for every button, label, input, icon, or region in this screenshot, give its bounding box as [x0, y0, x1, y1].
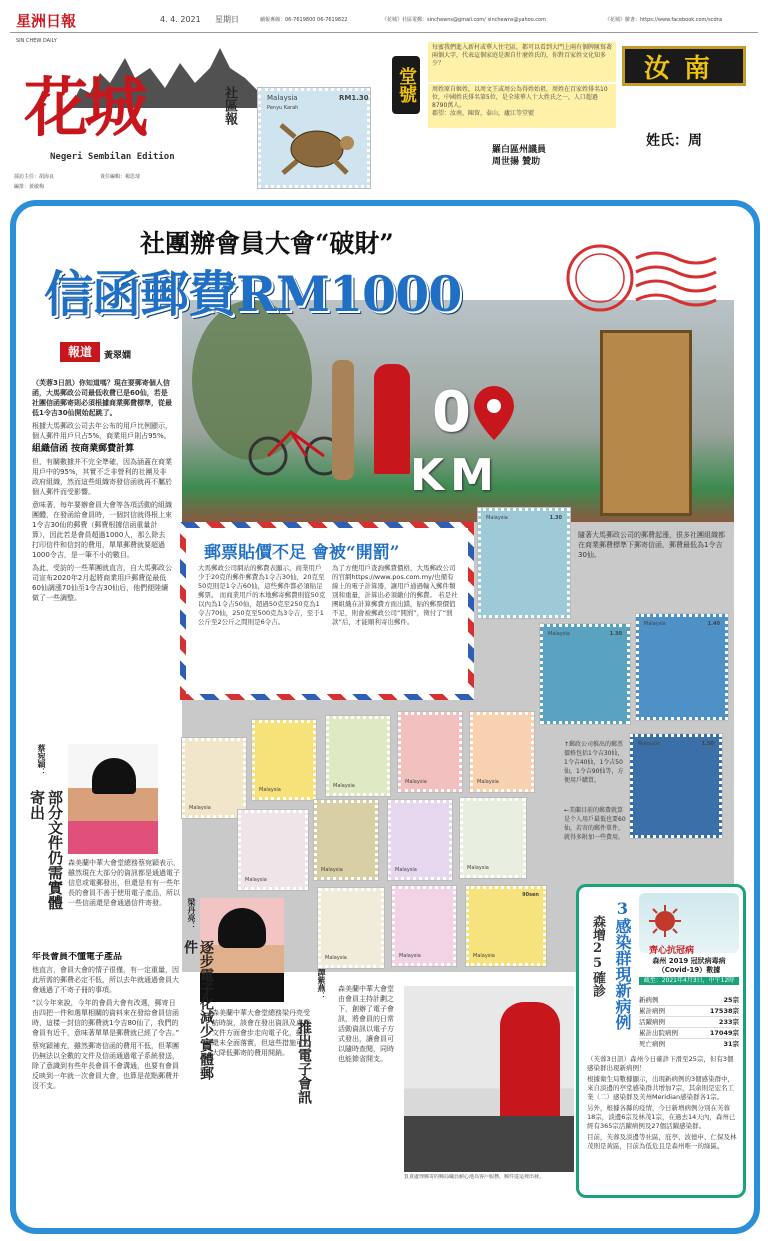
- covid-p4: 目前，芙蓉及淡邊等社區，庇亭、波德申、仁保及林茂則是黃區，目前為低危且是森州唯一的綠區。: [587, 1133, 737, 1150]
- zero-sign: 0: [432, 380, 471, 445]
- article-p3: 意味著，每年要辦會員大會等各項活動的組織團體，在發函給會員時，一個封信就得根上來1令吉30仙的郵費（郵費根據信函重量計算），因此若是會員超過1000人，那么除去打印信件和信封的費用，單單郵費就要超過1000令吉，是一筆不小的數目。: [32, 501, 172, 559]
- edition-label: Negeri Sembilan Edition: [50, 152, 175, 162]
- stamp-flower-8: [388, 800, 452, 880]
- covid-p2: 根據衛生局數據顯示，出現新病例的3個感染群中，來自淡邊的亭堂感染群共增加7宗，其余則是宏名工業（二）感染群及芙州Meridian感染群各1宗。: [587, 1075, 735, 1101]
- masthead: [10, 34, 260, 206]
- stamp-flower-11-country: Malaysia: [399, 953, 421, 959]
- covid-row-label: 活躍病例: [639, 1018, 665, 1026]
- stamp-dugong-country: Malaysia: [486, 515, 508, 521]
- covid-row: [639, 1006, 739, 1017]
- stamp-flower-9: [460, 798, 526, 878]
- person2-text: 森美蘭中華大會堂總務梁丹亮受訪時說，該會在發出資訊及處理文件方面會步走向電子化，雖然還未全面落實，但這些措施可大大降低郵寄的費用開銷。: [212, 1009, 310, 1057]
- report-tag: 報道: [60, 342, 100, 362]
- infobox-c2: 而商業用戶的本地郵寄郵費則從50克以內為1令吉50仙，超過50克至250克為1令吉70仙，250克至500克為3令吉，至于1公斤至2公斤之間則是6令吉。: [198, 591, 326, 626]
- stamp-flower-4-country: Malaysia: [405, 779, 427, 785]
- stamp-dugong: [478, 508, 570, 618]
- stamp-dolphin-value: 1.40: [707, 621, 720, 627]
- stamp-flower-9-country: Malaysia: [467, 865, 489, 871]
- postman-statue: [332, 360, 354, 480]
- article-p7: 蔡宛穎補充，雖然郵寄信函的費用不低，但華團仍無法以全數的文件及信函通過電子系統發送，除了意識到有些年長會員不會溝通，也要有會員反映到一年就一次會員大會，也算是花點郵費并沒不支。: [32, 1042, 179, 1090]
- postbox: [374, 364, 410, 474]
- surname-intro-box: [428, 42, 616, 82]
- surname-plaque: 汝南: [622, 46, 746, 86]
- covid-row-value: 31宗: [723, 1040, 739, 1048]
- stamp-flower-5: [470, 712, 534, 792]
- covid-logo-text: 齊心抗冠病: [649, 946, 695, 956]
- person1-photo: [68, 744, 158, 854]
- masthead-sub: 社區報: [222, 86, 237, 125]
- covid-row: [639, 995, 739, 1006]
- stamp-list-caption: ↑郵政公司推出的郵票價格包括1令吉30仙，1令吉40仙，1令吉50仙，1令吉90仙等，方便用戶購買。: [564, 741, 624, 784]
- covid-side-headline: 森增25確診: [590, 915, 605, 997]
- article-column-2: [32, 952, 182, 1202]
- stamp-display-board: [600, 330, 692, 516]
- article-p6: “以今年來說，今年的會員大會有改選，郵寄日由四把一件和選單相關的資料來在發給會員信函時，這樣一封信的郵費就1令吉80仙了，我們的會員有近千，意味著單單是郵費就已經了令吉。”: [32, 999, 180, 1037]
- infobox-c3: 為了方便用戶查詢郵費價格，大馬郵政公司的官網https://www.pos.com.my/也備有線上的電子計算器，讓用戶通過輸入郵件類別和重量，計算出必須繳付的郵費。: [332, 564, 456, 599]
- stamp-flower-4: [398, 712, 462, 792]
- reporter-name: 黃翠嫻: [104, 351, 132, 361]
- credit-3: 編排：黃敏梅: [14, 184, 45, 190]
- stamp-coral: [540, 624, 630, 724]
- stamp-flower-6: [238, 810, 308, 890]
- covid-row-value: 17538宗: [709, 1007, 739, 1015]
- stamp-whaleshark-country: Malaysia: [638, 741, 660, 747]
- hotline: 續報專線：06-7619800 06-7619822: [260, 17, 348, 23]
- covid-row: [639, 1017, 739, 1028]
- turtle-stamp-value: RM1.30: [339, 94, 369, 102]
- facebook-label: 《花城》臉書：https://www.facebook.com/scdns: [605, 17, 723, 23]
- stamp-flower-2-country: Malaysia: [259, 787, 281, 793]
- infobox-col-2: [332, 564, 460, 694]
- km-sign: KM: [410, 450, 500, 501]
- subhead-2: 年長會員不懂電子產品: [32, 952, 123, 962]
- stamp-flower-10: [318, 888, 384, 968]
- covid-row-value: 17049宗: [709, 1029, 739, 1037]
- stamp-flower-2: [252, 720, 316, 800]
- postage-infobox: [180, 522, 474, 700]
- surname-intro: 每蜜我們進入新村或華人住宅區，都可以看到大門上兩有個牌匾寫著兩個大字，代表這個家庭是源自什麼姓氏的，你對百家姓文化知多少？: [432, 44, 613, 67]
- covid-p1: （芙蓉3日訊）森州今日確診下滑至25宗，但有3個感染群出現新病例！: [587, 1055, 734, 1072]
- virus-icon: [647, 903, 683, 939]
- post-office-caption: 負責處理郵寄的郵局職員耐心地為客戶服務，郵件從這裡出發。: [404, 1174, 545, 1180]
- masthead-title: 花城: [24, 71, 144, 146]
- stamp-flower-7-country: Malaysia: [321, 867, 343, 873]
- article-p5: 他直言，會員大會的情子很僅，有一定重量，因此所需的郵費必定不低，所以去年就通過會員大會通過了不寄子冊的事項。: [32, 966, 179, 994]
- covid-row-label: 累計出院病例: [639, 1029, 678, 1037]
- postmark-graphic: [560, 238, 720, 318]
- person3-quote: 推出電子會訊: [296, 1020, 312, 1104]
- turtle-stamp-country: Malaysia: [267, 94, 298, 102]
- post-office-photo: [404, 986, 574, 1172]
- article-p2: 但，有關數據并不完全準確，因為涵蓋在商業用戶中的95%，其實不乏非營利的社團及非政府組織，然而這些組織寄發信函就再不屬於個人郵件而受影響。: [32, 458, 172, 496]
- stamp-flower-11: [392, 886, 456, 966]
- stamp-whaleshark: [630, 734, 722, 838]
- stamp-flower-8-country: Malaysia: [395, 867, 417, 873]
- stamp-coral-value: 1.30: [609, 631, 622, 637]
- article-lead: （芙蓉3日訊）你知道嗎？現在要郵寄個人信函，大馬郵政公司最低收費已是60仙，若是社團信函郵寄則必須根據商業郵費標準，從最低1令吉30仙開始起跳了。: [32, 379, 172, 417]
- stamp-dugong-value: 1.30: [549, 515, 562, 521]
- turtle-stamp-caption: Penyu Karah: [267, 105, 299, 111]
- stamp-dolphin: [636, 614, 728, 720]
- stamp-flower-12-country: Malaysia: [473, 953, 495, 959]
- infobox-title: 郵票貼價不足 會被“開罰”: [204, 543, 400, 563]
- brand-english: SIN CHEW DAILY: [16, 38, 57, 44]
- covid-row: [639, 1028, 739, 1039]
- turtle-stamp: [258, 88, 370, 188]
- person3-text: 森美蘭中華大會堂由會員主持計劃之下，創辦了電子會訊，將會員的日常活動資訊以電子方式發出，讓會員可以隨時查閱，同時也能節省開支。: [338, 985, 394, 1063]
- infobox-c1: 大馬郵政公司網站的郵費表顯示，商業用戶少于20克的郵件郵費為1令吉30仙，20克至50克則是1令吉60仙，這些郵件都必須貼足郵票。: [198, 564, 325, 599]
- location-pin-icon: [474, 386, 514, 440]
- covid-row-value: 233宗: [718, 1018, 739, 1026]
- issue-date: 4. 4. 2021: [160, 15, 201, 24]
- infobox-col-1: [198, 564, 326, 694]
- person1-quote: 部分文件仍需實體寄出: [28, 790, 64, 910]
- stamp-coral-country: Malaysia: [548, 631, 570, 637]
- headline-main: 信函郵費RM1000: [44, 265, 462, 323]
- covid-row-value: 25宗: [723, 996, 739, 1004]
- stamp-whaleshark-value: 1.50: [701, 741, 714, 747]
- covid-table-date: 截至：2021年4月3日，中午12時: [639, 977, 739, 985]
- surname-label: 姓氏：周: [646, 133, 702, 149]
- article-p4: 為此，受訪的一些華團就直言，自大馬郵政公司宣布2020年2月起將商業用戶郵費從最低60仙調漲70仙至1令吉30仙后，他們便陸續做了一些調整。: [32, 564, 172, 602]
- person2-name: 梁丹亮：: [187, 898, 196, 930]
- counter-desk: [404, 1116, 574, 1172]
- stamp-flower-3: [326, 716, 390, 796]
- credit-2: 責任編輯：楊思琦: [100, 174, 141, 180]
- stamp-flower-6-country: Malaysia: [245, 877, 267, 883]
- covid-p3: 另外，根據各縣的疫情，今日新增病例分別在芙蓉18宗，淡邊6宗及林茂1宗，在過去14天內，森州已經有365宗活躍病例及27個活躍感染群。: [587, 1104, 736, 1130]
- article-column: [32, 378, 172, 738]
- stamp-flower-10-country: Malaysia: [325, 955, 347, 961]
- surname-seal: 堂號: [392, 56, 420, 114]
- sponsor-line-1: 羅白區州議員: [492, 145, 547, 155]
- sponsor-line-2: 周世揚 贊助: [492, 157, 541, 167]
- surname-box: [388, 38, 756, 170]
- surname-body-box: [428, 84, 616, 128]
- bicycle: [246, 422, 346, 478]
- turtle-icon: [277, 117, 357, 177]
- stamp-flower-3-country: Malaysia: [333, 783, 355, 789]
- covid-headline: 3感染群現新病例: [613, 899, 632, 1030]
- stamp-note: 隨著大馬郵政公司的郵費起漲，很多社團組織都在商業郵費標準下郵寄信函，郵費最低為1令吉30仙。: [578, 531, 725, 559]
- credit-1: 採訪主任：胡海良: [14, 174, 55, 180]
- person2-quote: 逐步電子化減少實體郵件: [182, 940, 214, 1080]
- subhead-1: 組織信函 按商業郵費計算: [32, 444, 135, 454]
- covid-row-label: 累計病例: [639, 1007, 665, 1015]
- person1-name: 蔡宛穎：: [37, 744, 46, 776]
- stamp-flower-5-country: Malaysia: [477, 779, 499, 785]
- surname-body: 周姓原自姬姓，以周文王或周公為得姓始祖，周姓在百家姓排名10位，中國姓氏排名第5位，是全球華人十大姓氏之一，人口超過8790萬人。: [432, 86, 608, 109]
- postal-worker: [500, 1002, 560, 1122]
- headline-kicker: 社團辦會員大會“破財”: [140, 229, 394, 258]
- stamp-flower-12-value: 90sen: [522, 892, 539, 898]
- stamp-flower-7: [314, 800, 378, 880]
- stamp-flower-1-country: Malaysia: [189, 805, 211, 811]
- person1-hair: [92, 758, 136, 794]
- covid-stats-table: [639, 995, 739, 1049]
- email-label: 《花城》社區電郵：sinchewns@gmail.com/ sinchewns@yahoo.com: [382, 17, 546, 23]
- covid-row-label: 新病例: [639, 996, 659, 1004]
- issue-weekday: 星期日: [215, 15, 239, 24]
- infobox-c4: 若是社團組織在計算郵費方面出錯，貼的郵票價值不足，則會被郵政公司“開罰”，徵付了“罰款”后，才能順利寄出郵件。: [332, 591, 458, 626]
- brand-logo: 星洲日報: [16, 12, 77, 30]
- person1-text: 森美蘭中華大會堂總務蔡宛穎表示，雖然現在大部分的資訊都是通過電子信息或電郵發出，但還是有有一些年長的會員不善于使用電子產品，所以一些信函還是會通過信件寄發。: [68, 859, 180, 907]
- article-p1: 根據大馬郵政公司去年公布的用戶比例顯示，個人郵件用戶只占5%，商業用戶則占95%。: [32, 422, 172, 440]
- covid-text: [587, 1055, 737, 1195]
- person2-hair: [218, 908, 266, 948]
- top-strip: [10, 12, 758, 30]
- surname-stats: 郡望：汝南，陳留，泰山，廬江等堂號: [432, 110, 535, 117]
- covid-box: [576, 884, 746, 1198]
- main-photo: [182, 300, 734, 522]
- covid-row-label: 死亡病例: [639, 1040, 665, 1048]
- stamp-list-caption-2: ←美蘭目前的郵費就算是个人用戶最低也要60仙，若寄的郵件單件，就得多附加一些費用。: [564, 807, 626, 841]
- person3-name: 譚紫燕：: [317, 968, 326, 1000]
- top-rule: [10, 32, 758, 33]
- stamp-dolphin-country: Malaysia: [644, 621, 666, 627]
- stamp-flower-1: [182, 738, 246, 818]
- stamp-flower-12: [466, 886, 546, 966]
- covid-row: [639, 1039, 739, 1049]
- covid-table-title: 森州 2019 冠狀病毒病（Covid-19）數據: [652, 957, 726, 974]
